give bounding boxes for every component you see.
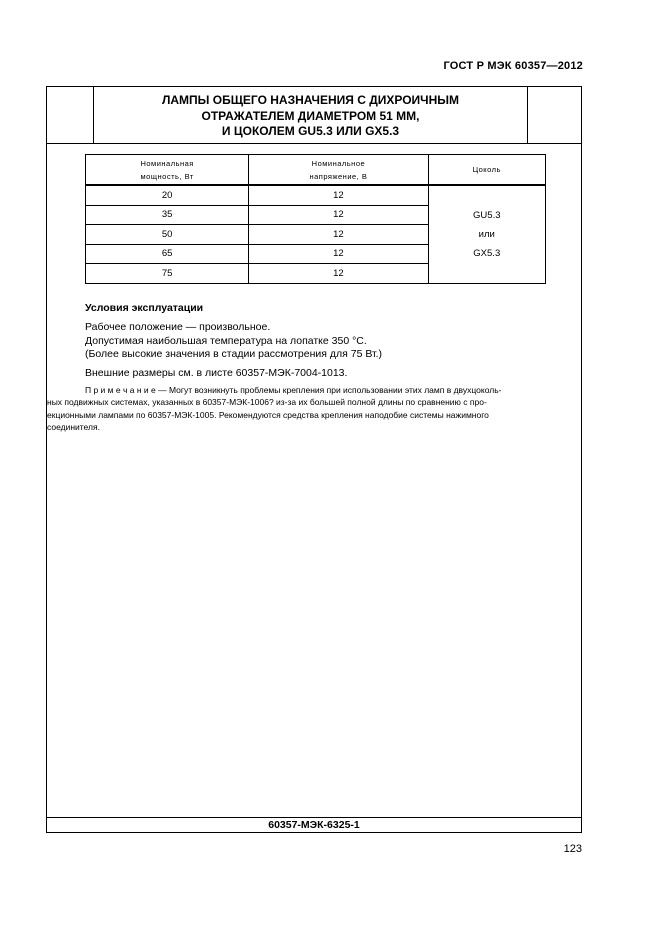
title-bar	[47, 87, 581, 144]
title-line: И ЦОКОЛЕМ GU5.3 ИЛИ GX5.3	[221, 124, 400, 138]
voltage-header-line: Номинальное	[311, 158, 366, 168]
base-header: Цоколь	[428, 155, 545, 186]
voltage-cell: 12	[249, 264, 428, 284]
condition-line: Допустимая наибольшая температура на лопатке 350 °С.	[85, 334, 367, 347]
voltage-header-line: напряжение, В	[309, 171, 368, 181]
power-header-line: мощность, Вт	[140, 171, 194, 181]
table-header-row	[86, 155, 546, 186]
condition-line: (Более высокие значения в стадии рассмотрения для 75 Вт.)	[85, 348, 383, 361]
base-value: GU5.3	[473, 209, 501, 221]
condition-line: Рабочее положение — произвольное.	[85, 321, 271, 333]
voltage-cell: 12	[249, 185, 428, 205]
voltage-cell: 12	[249, 244, 428, 264]
voltage-header	[249, 155, 428, 186]
note-line: екционными лампами по 60357-МЭК-1005. Рекомендуются средства крепления наподобие системы нажимного	[47, 409, 489, 420]
power-cell: 50	[86, 225, 249, 245]
voltage-cell: 12	[249, 205, 428, 225]
note-line: соединителя.	[47, 422, 100, 433]
base-value: или	[478, 228, 495, 240]
sheet-footer: 60357-МЭК-6325-1	[47, 817, 581, 832]
base-cell	[428, 185, 545, 283]
title-line: ОТРАЖАТЕЛЕМ ДИАМЕТРОМ 51 ММ,	[201, 108, 420, 123]
power-header	[86, 155, 249, 186]
base-value: GX5.3	[473, 247, 501, 259]
standard-header: ГОСТ Р МЭК 60357—2012	[443, 60, 583, 72]
sheet-frame	[46, 86, 582, 833]
title-line: ЛАМПЫ ОБЩЕГО НАЗНАЧЕНИЯ С ДИХРОИЧНЫМ	[161, 93, 460, 107]
note-line: ных подвижных системах, указанных в 60357-МЭК-1006? из-за их большей полной длины по сравнению с про-	[47, 397, 487, 408]
sheet-title	[94, 93, 527, 140]
power-cell: 35	[86, 205, 249, 225]
conditions-heading: Условия эксплуатации	[85, 302, 204, 314]
note-line: П р и м е ч а н и е — Могут возникнуть проблемы крепления при использовании этих ламп в двухцоколь-	[85, 385, 502, 395]
dimensions-reference: Внешние размеры см. в листе 60357-МЭК-7004-1013.	[85, 367, 348, 379]
power-cell: 20	[86, 185, 249, 205]
title-right-divider	[527, 87, 528, 144]
voltage-cell: 12	[249, 225, 428, 245]
power-cell: 65	[86, 244, 249, 264]
conditions-text	[85, 321, 382, 362]
power-cell: 75	[86, 264, 249, 284]
lamp-specs-table	[85, 154, 546, 284]
table-row	[86, 185, 546, 205]
power-header-line: Номинальная	[140, 158, 194, 168]
note-paragraph	[47, 384, 574, 434]
page-number: 123	[563, 843, 582, 855]
